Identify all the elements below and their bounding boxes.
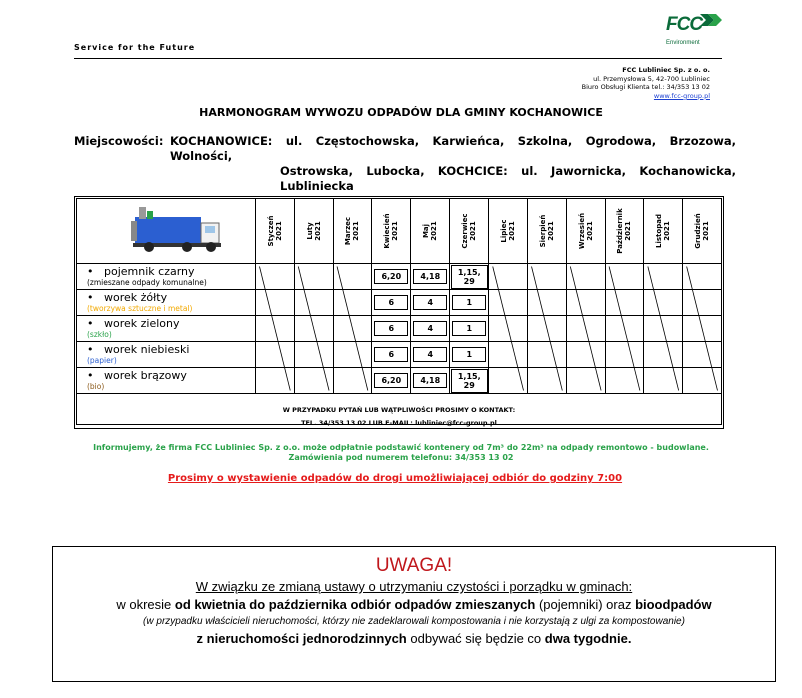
month-header: Luty 2021 <box>294 199 333 264</box>
info-line-1: Informujemy, że firma FCC Lubliniec Sp. z o.o. może odpłatnie podstawić kontenery od 7m³ do 22m³ na odpady remontowo - budowlane. <box>93 443 709 452</box>
company-website-link[interactable]: www.fcc-group.pl <box>653 91 710 100</box>
month-header: Czerwiec 2021 <box>450 199 489 264</box>
no-collection-diagonal <box>298 267 329 391</box>
waste-type-name: worek żółty <box>104 290 168 304</box>
locations-line-3: Lubliniecka <box>280 179 354 193</box>
notice-line-4: z nieruchomości jednorodzinnych odbywać się będzie co dwa tygodnie. <box>196 631 632 646</box>
collection-dates-value: 1 <box>452 321 486 336</box>
bullet: • <box>87 290 94 304</box>
collection-dates-value: 6 <box>374 321 408 336</box>
locations-line-1: KOCHANOWICE: ul. Częstochowska, Karwieńca, Szkolna, Ogrodowa, Brzozowa, Wolności, <box>170 134 736 163</box>
contact-info <box>76 404 722 430</box>
month-header: Lipiec 2021 <box>489 199 528 264</box>
collection-dates-value: 6,20 <box>374 269 408 284</box>
notice-line-2: w okresie od kwietnia do października odbiór odpadów zmieszanych (pojemniki) oraz bioodpadów <box>116 597 712 612</box>
month-header: Sierpień 2021 <box>528 199 567 264</box>
tagline: Service for the Future <box>74 43 196 52</box>
waste-type-description: (zmieszane odpady komunalne) <box>87 277 207 287</box>
waste-type-description: (bio) <box>87 381 105 391</box>
collection-dates-value: 1 <box>452 295 486 310</box>
no-collection-diagonal <box>532 267 563 391</box>
waste-type-name: pojemnik czarny <box>104 264 195 278</box>
collection-dates-value: 4,18 <box>413 269 447 284</box>
bullet: • <box>87 316 94 330</box>
locations-line-2: Ostrowska, Lubocka, KOCHCICE: ul. Jawornicka, Kochanowicka, <box>280 164 736 178</box>
month-header: Grudzień 2021 <box>683 199 722 264</box>
notice-heading: UWAGA! <box>375 555 453 576</box>
notice-line-3: (w przypadku właścicieli nieruchomości, którzy nie zadeklarowali kompostowania i nie korzystają z ulgi za kompostowanie) <box>143 616 685 627</box>
collection-dates-value: 4 <box>413 321 447 336</box>
no-collection-diagonal <box>687 267 718 391</box>
collection-dates-value: 6 <box>374 347 408 362</box>
waste-type-description: (szkło) <box>87 329 112 339</box>
no-collection-diagonal <box>337 267 368 391</box>
collection-dates-value: 4 <box>413 347 447 362</box>
contact-line-2: TEL. 34/353 13 02 LUB E-MAIL: lubliniec@fcc-group.pl <box>301 419 497 427</box>
locations-label: Miejscowości: <box>74 134 164 148</box>
collection-time-request: Prosimy o wystawienie odpadów do drogi umożliwiającej odbiór do godziny 7:00 <box>167 473 623 484</box>
bullet: • <box>87 264 94 278</box>
company-address: ul. Przemysłowa 5, 42-700 Lubliniec <box>593 74 710 83</box>
collection-dates-value: 1,15, 29 <box>451 265 488 289</box>
company-name: FCC Lubliniec Sp. z o. o. <box>622 66 710 74</box>
logo-text: FCC <box>666 14 703 35</box>
page-title: HARMONOGRAM WYWOZU ODPADÓW DLA GMINY KOCHANOWICE <box>199 106 603 119</box>
collection-dates-value: 1 <box>452 347 486 362</box>
bullet: • <box>87 368 94 382</box>
waste-type-name: worek zielony <box>104 316 180 330</box>
container-info <box>0 443 802 463</box>
month-header: Listopad 2021 <box>644 199 683 264</box>
no-collection-diagonal <box>609 267 640 391</box>
month-header: Maj 2021 <box>411 199 450 264</box>
collection-dates-value: 6 <box>374 295 408 310</box>
waste-type-description: (tworzywa sztuczne i metal) <box>87 303 193 313</box>
notice-box <box>52 546 776 682</box>
waste-type-name: worek niebieski <box>104 342 190 356</box>
logo-subtext: Environment <box>666 40 700 46</box>
collection-dates-value: 6,20 <box>374 373 408 388</box>
waste-type-name: worek brązowy <box>104 368 187 382</box>
waste-type-description: (papier) <box>87 355 117 365</box>
month-header: Wrzesień 2021 <box>566 199 605 264</box>
collection-dates-value: 1,15, 29 <box>451 369 488 393</box>
month-header: Październik 2021 <box>605 199 644 264</box>
collection-dates-value: 4,18 <box>413 373 447 388</box>
no-collection-diagonal <box>570 267 601 391</box>
month-header: Marzec 2021 <box>333 199 372 264</box>
notice-line-1: W związku ze zmianą ustawy o utrzymaniu czystości i porządku w gminach: <box>195 579 633 594</box>
info-line-2: Zamówienia pod numerem telefonu: 34/353 13 02 <box>288 453 514 462</box>
collection-dates-value: 4 <box>413 295 447 310</box>
month-header: Styczeń 2021 <box>255 199 294 264</box>
month-header: Kwiecień 2021 <box>372 199 411 264</box>
no-collection-diagonal <box>259 267 290 391</box>
no-collection-diagonal <box>493 267 524 391</box>
bullet: • <box>87 342 94 356</box>
company-phone: Biuro Obsługi Klienta tel.: 34/353 13 02 <box>581 83 710 92</box>
contact-line-1: W PRZYPADKU PYTAŃ LUB WĄTPLIWOŚCI PROSIMY O KONTAKT: <box>282 406 516 414</box>
no-collection-diagonal <box>648 267 679 391</box>
